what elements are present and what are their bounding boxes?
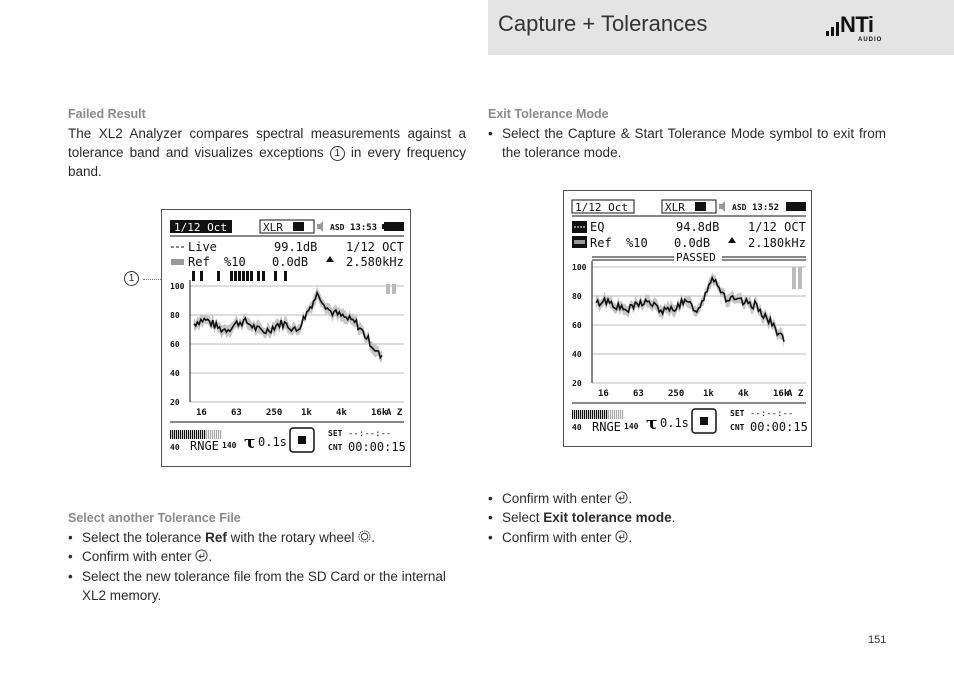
exception-markers xyxy=(192,271,287,281)
exit-tolerance-heading: Exit Tolerance Mode xyxy=(488,107,609,121)
cnt-value: 00:00:15 xyxy=(348,440,406,454)
page-number: 151 xyxy=(868,634,887,646)
ref-freq: 2.180kHz xyxy=(748,236,806,250)
exit-tolerance-steps xyxy=(488,124,886,163)
cnt-value: 00:00:15 xyxy=(750,420,808,434)
page-title: Capture + Tolerances xyxy=(498,11,708,36)
set-label: SET xyxy=(730,409,745,418)
ref-legend-icon xyxy=(572,236,587,248)
logo-text: NTi xyxy=(840,12,874,37)
x-tick-label: 4k xyxy=(738,389,749,399)
callout-marker-icon: 1 xyxy=(124,271,139,286)
failed-text-a: The XL2 Analyzer compares spectral measurements against a tolerance band and visualizes exceptions xyxy=(68,126,466,160)
y-tick-label: 60 xyxy=(572,321,582,330)
battery-icon xyxy=(384,222,404,231)
x-tick-label: 63 xyxy=(633,389,644,399)
live-label: Live xyxy=(188,240,217,254)
ref-label: Ref xyxy=(590,236,612,250)
stop-button[interactable] xyxy=(692,409,716,433)
step-text: Confirm with enter xyxy=(502,529,612,545)
x-tick-label: 1k xyxy=(703,389,714,399)
xl2-screen-passed xyxy=(563,190,812,447)
weighting-label: A Z xyxy=(787,389,804,399)
list-item: • Select Exit tolerance mode. xyxy=(488,508,886,527)
x-tick-label: 16k xyxy=(371,408,388,418)
step-bold: Ref xyxy=(205,530,227,545)
level-meter-icon xyxy=(170,430,221,439)
sd-card-icon xyxy=(293,222,304,231)
exit-confirm-steps xyxy=(488,489,886,547)
list-item xyxy=(488,124,886,163)
enter-icon xyxy=(615,491,628,504)
xl2-display-passed xyxy=(564,191,811,446)
range-label: RNGE xyxy=(190,439,219,453)
clock-time: 13:52 xyxy=(752,203,780,213)
step-text: with the rotary wheel xyxy=(230,530,355,545)
logo-subtext: AUDIO xyxy=(858,37,883,43)
eq-legend-icon xyxy=(572,221,587,233)
failed-text-b: in every frequency band. xyxy=(68,145,466,179)
set-value: --:--:-- xyxy=(750,409,794,419)
tau-icon: τ xyxy=(244,433,256,453)
list-item xyxy=(68,567,468,606)
asd-label: ASD xyxy=(732,203,747,212)
list-item: • Select the tolerance Ref with the rotary wheel . xyxy=(68,528,468,547)
ref-value: 0.0dB xyxy=(674,236,711,250)
step-text: Select xyxy=(502,510,540,526)
x-tick-label: 250 xyxy=(266,408,283,418)
range-label: RNGE xyxy=(592,420,621,434)
input-label: XLR xyxy=(665,201,685,214)
y-tick-label: 40 xyxy=(572,350,582,359)
step-text: Confirm with enter xyxy=(502,491,612,506)
speaker-icon xyxy=(317,221,323,232)
step-text: Confirm with enter xyxy=(82,549,192,565)
eq-label: EQ xyxy=(590,220,605,234)
cursor-arrow-icon xyxy=(728,237,736,243)
range-high: 140 xyxy=(624,422,639,431)
list-item: • Confirm with enter . xyxy=(68,547,468,566)
y-tick-label: 20 xyxy=(170,398,180,407)
xl2-display-failed xyxy=(162,210,410,466)
ref-value: 0.0dB xyxy=(272,255,309,269)
failed-result-text xyxy=(68,124,466,181)
y-tick-label: 80 xyxy=(170,311,180,320)
ref-freq: 2.580kHz xyxy=(346,255,404,269)
cnt-label: CNT xyxy=(730,423,745,432)
range-high: 140 xyxy=(222,441,237,450)
tau-value: 0.1s xyxy=(660,416,689,430)
live-value: 99.1dB xyxy=(274,240,318,254)
clock-time: 13:53 xyxy=(350,223,378,233)
x-tick-label: 16 xyxy=(598,389,609,399)
step-text: Select the new tolerance file from the SD Card or the internal XL2 memory. xyxy=(82,568,446,603)
asd-label: ASD xyxy=(330,223,345,232)
step-text: Select the Capture & Start Tolerance Mode symbol to exit from the tolerance mode. xyxy=(502,126,886,161)
tolerance-band xyxy=(194,287,382,363)
battery-icon xyxy=(786,202,806,211)
logo-bars-icon xyxy=(826,22,840,36)
enter-icon xyxy=(615,530,628,543)
y-tick-label: 20 xyxy=(572,379,582,388)
y-tick-label: 60 xyxy=(170,340,180,349)
y-tick-label: 100 xyxy=(170,282,185,291)
x-tick-label: 4k xyxy=(336,408,347,418)
callout-number-icon: 1 xyxy=(330,146,345,161)
band-resolution: 1/12 Oct xyxy=(575,201,628,214)
cursor-arrow-icon xyxy=(326,256,334,262)
ref-pct: %10 xyxy=(224,255,246,269)
xl2-screen-failed xyxy=(161,209,411,467)
status-passed: PASSED xyxy=(676,251,716,264)
x-tick-label: 16 xyxy=(196,408,207,418)
ref-label: Ref xyxy=(188,255,210,269)
select-tolerance-heading: Select another Tolerance File xyxy=(68,511,241,525)
speaker-icon xyxy=(719,201,725,212)
band-resolution: 1/12 Oct xyxy=(174,221,227,234)
eq-band: 1/12 OCT xyxy=(748,220,806,234)
range-low: 40 xyxy=(170,443,180,452)
stop-button[interactable] xyxy=(290,428,314,452)
step-text: Select the tolerance xyxy=(82,530,202,545)
level-meter-icon xyxy=(572,410,623,419)
sd-card-icon xyxy=(695,202,706,211)
select-tolerance-steps xyxy=(68,528,468,605)
set-value: --:--:-- xyxy=(348,429,392,439)
enter-icon xyxy=(195,549,208,562)
list-item: • Confirm with enter . xyxy=(488,528,886,547)
step-bold: Exit tolerance mode xyxy=(543,510,672,526)
y-tick-label: 100 xyxy=(572,263,587,272)
ref-legend-icon xyxy=(171,259,184,265)
eq-value: 94.8dB xyxy=(676,220,720,234)
ref-pct: %10 xyxy=(626,236,648,250)
nti-audio-logo xyxy=(826,14,890,44)
tau-value: 0.1s xyxy=(258,435,287,449)
weighting-label: A Z xyxy=(386,408,403,418)
x-tick-label: 63 xyxy=(231,408,242,418)
input-label: XLR xyxy=(263,221,283,234)
eq-spectrum-curve xyxy=(596,278,784,342)
x-tick-label: 250 xyxy=(668,389,685,399)
x-tick-label: 16k xyxy=(773,389,790,399)
rotary-wheel-icon xyxy=(358,530,371,543)
tau-icon: τ xyxy=(646,414,658,434)
failed-result-heading: Failed Result xyxy=(68,107,146,121)
range-low: 40 xyxy=(572,423,582,432)
list-item: • Confirm with enter . xyxy=(488,489,886,508)
y-tick-label: 80 xyxy=(572,292,582,301)
y-tick-label: 40 xyxy=(170,369,180,378)
live-band: 1/12 OCT xyxy=(346,240,404,254)
set-label: SET xyxy=(328,429,343,438)
x-tick-label: 1k xyxy=(301,408,312,418)
cnt-label: CNT xyxy=(328,443,343,452)
